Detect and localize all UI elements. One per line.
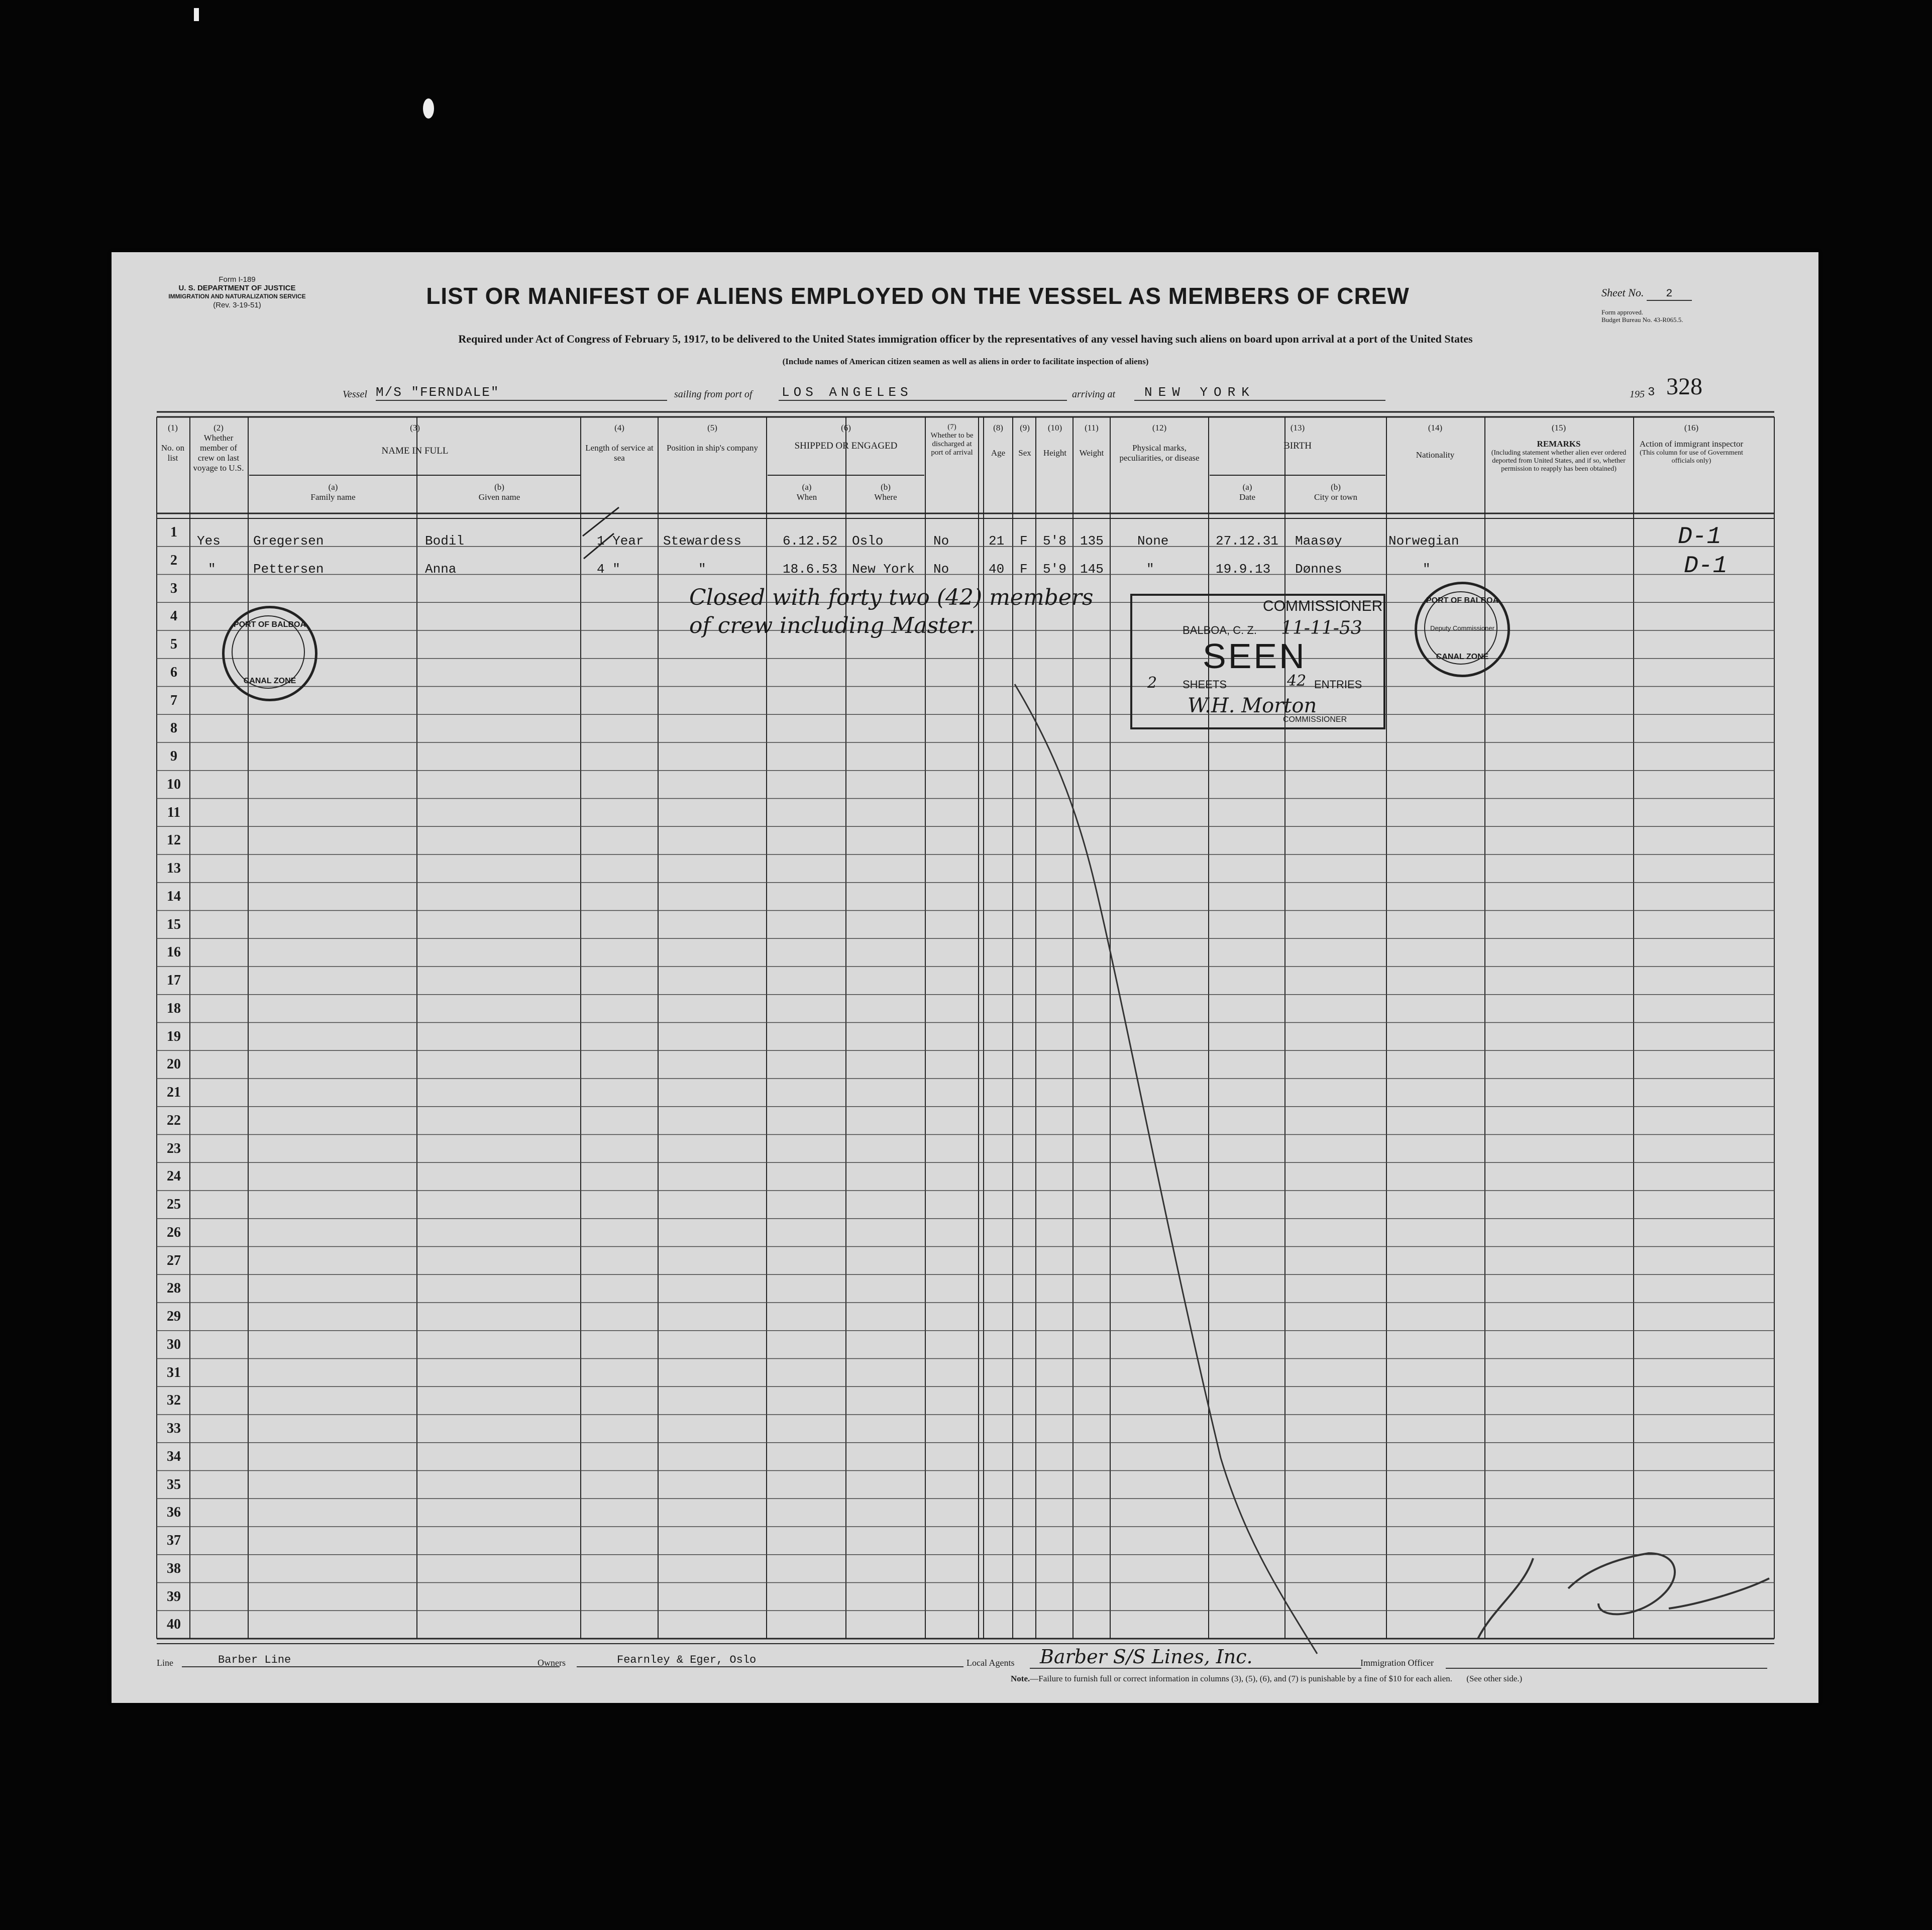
cell-service: 1 Year: [597, 533, 644, 549]
col6b-header: [847, 482, 924, 502]
col16-label: Action of immigrant inspector: [1639, 439, 1744, 449]
cell-sex: F: [1020, 562, 1028, 577]
col13a-label: Date: [1239, 492, 1256, 502]
col1-header: [157, 423, 189, 463]
stamp-bottom: COMMISSIONER: [1283, 715, 1347, 724]
stamp-seen-word: SEEN: [1203, 636, 1307, 676]
col10-header: [1037, 423, 1073, 458]
footer-agents-value: Barber S/S Lines, Inc.: [1030, 1646, 1361, 1669]
row-number: 5: [170, 636, 177, 652]
cell-action: D-1: [1678, 523, 1722, 551]
col10-num: (10): [1047, 423, 1062, 433]
col2-label: Whether member of crew on last voyage to U.S.: [193, 433, 244, 473]
row-number: 17: [167, 973, 181, 988]
col7-header: [926, 423, 978, 457]
seal-right-bottom: CANAL ZONE: [1436, 653, 1489, 661]
row-number: 20: [167, 1056, 181, 1073]
cell-family-name: Gregersen: [253, 533, 324, 549]
stamp-sheets-count: 2: [1147, 674, 1157, 692]
stamp-top: COMMISSIONER: [1263, 598, 1383, 614]
row-number: 10: [167, 776, 181, 792]
col6-num: (6): [841, 423, 851, 433]
row-number: 7: [170, 692, 177, 708]
col13b-header: [1286, 482, 1385, 502]
row-number: 29: [167, 1309, 181, 1324]
row-number: 31: [167, 1364, 181, 1380]
col4-num: (4): [614, 423, 624, 433]
arriving-value: NEW YORK: [1134, 385, 1385, 401]
seal-right-top: PORT OF BALBOA: [1426, 596, 1498, 605]
col6-header: [768, 423, 924, 451]
row-number: 37: [167, 1533, 181, 1548]
footer-owners-value: Fearnley & Eger, Oslo: [577, 1654, 963, 1667]
cell-nationality: ": [1423, 562, 1431, 577]
footer-note: [1011, 1674, 1522, 1684]
col13-num: (13): [1290, 423, 1305, 433]
row-number: 34: [167, 1448, 181, 1464]
col6-label: SHIPPED OR ENGAGED: [794, 441, 898, 451]
footer-note-label: Note.: [1011, 1674, 1030, 1683]
cell-marks: None: [1137, 533, 1169, 549]
row-number: 9: [170, 748, 177, 764]
col4-label: Length of service at sea: [585, 443, 654, 463]
row-number: 28: [167, 1280, 181, 1297]
cell-position: Stewardess: [663, 533, 742, 549]
cell-where: Oslo: [852, 533, 884, 549]
col2-header: [191, 423, 246, 473]
seen-stamp: [1130, 594, 1385, 729]
row-number: 12: [167, 832, 181, 848]
col14-num: (14): [1428, 423, 1443, 433]
arriving-label: arriving at: [1072, 389, 1116, 400]
footer-see-other: (See other side.): [1466, 1674, 1523, 1683]
col3a-header: [249, 482, 417, 502]
cell-given-name: Bodil: [425, 533, 465, 549]
cell-service: 4 ": [597, 562, 620, 577]
row-number: 36: [167, 1505, 181, 1521]
col14-label: Nationality: [1416, 450, 1455, 460]
cell-when: 6.12.52: [783, 533, 838, 549]
col6a-letter: (a): [802, 482, 812, 492]
stamp-entries-count: 42: [1287, 672, 1307, 690]
col3b-header: [418, 482, 581, 502]
col12-header: [1111, 423, 1208, 463]
stamp-place: BALBOA, C. Z.: [1183, 624, 1257, 636]
footer-line-label: Line: [157, 1658, 173, 1668]
footer-owners-label: Owners: [538, 1658, 566, 1668]
year-prefix: 195: [1630, 389, 1645, 400]
footer-officer-label: Immigration Officer: [1360, 1658, 1434, 1668]
cell-when: 18.6.53: [783, 562, 838, 577]
cell-whether: ": [208, 562, 216, 577]
manifest-sheet: [112, 252, 1818, 1703]
col13b-letter: (b): [1331, 482, 1341, 492]
row-number: 18: [167, 1000, 181, 1016]
film-speck: [194, 8, 199, 21]
col15-header: [1486, 423, 1632, 473]
col8-num: (8): [993, 423, 1003, 433]
footer-line-value: Barber Line: [182, 1654, 560, 1667]
row-number: 11: [167, 804, 181, 820]
row-number: 38: [167, 1560, 181, 1576]
seal-left-top: PORT OF BALBOA: [234, 620, 306, 629]
page-title: LIST OR MANIFEST OF ALIENS EMPLOYED ON THE VESSEL AS MEMBERS OF CREW: [426, 283, 1410, 309]
cell-birth-date: 19.9.13: [1216, 562, 1271, 577]
col13b-label: City or town: [1314, 492, 1357, 502]
row-number: 14: [167, 888, 181, 904]
row-number: 33: [167, 1421, 181, 1436]
col3b-letter: (b): [494, 482, 504, 492]
col1-num: (1): [168, 423, 178, 433]
col14-header: [1387, 423, 1483, 460]
col3-num: (3): [410, 423, 420, 433]
col4-header: [582, 423, 657, 463]
col3-header: [249, 423, 581, 456]
cell-given-name: Anna: [425, 562, 457, 577]
cell-where: New York: [852, 562, 915, 577]
service-checkmarks: [583, 507, 619, 559]
approval-line2: Budget Bureau No. 43-R065.5.: [1601, 316, 1683, 324]
cell-weight: 145: [1080, 562, 1104, 577]
cell-height: 5'8: [1043, 533, 1066, 549]
col9-num: (9): [1020, 423, 1030, 433]
cell-nationality: Norwegian: [1388, 533, 1459, 549]
approval-line1: Form approved.: [1601, 308, 1644, 316]
footer-agents-label: Local Agents: [967, 1658, 1015, 1668]
row-number: 26: [167, 1224, 181, 1240]
row-number: 1: [170, 524, 177, 540]
note-line1: Closed with forty two (42) members: [689, 585, 1094, 610]
row-number: 3: [170, 580, 177, 596]
col1-label: No. on list: [161, 443, 185, 463]
pencil-line: [1015, 684, 1317, 1654]
cell-height: 5'9: [1043, 562, 1066, 577]
footer: [157, 1646, 1784, 1692]
row-number: 35: [167, 1476, 181, 1492]
port-seal-right: [1415, 582, 1510, 677]
row-number: 8: [170, 720, 177, 736]
row-number: 2: [170, 552, 177, 568]
col7-num: (7): [947, 423, 956, 431]
sailing-label: sailing from port of: [674, 389, 753, 400]
row-number: 15: [167, 916, 181, 932]
col6a-header: [768, 482, 846, 502]
cell-position: ": [698, 562, 706, 577]
col3-label: NAME IN FULL: [381, 446, 449, 456]
row-number: 24: [167, 1168, 181, 1185]
col3a-label: Family name: [310, 492, 356, 502]
col16-sub: (This column for use of Government officials only): [1640, 449, 1743, 465]
col12-label: Physical marks, peculiarities, or disease: [1119, 443, 1200, 463]
stamp-sheets-label: SHEETS: [1183, 678, 1227, 691]
col6a-label: When: [796, 492, 817, 502]
stamp-signature: W.H. Morton: [1188, 694, 1317, 717]
form-number: Form I-189: [219, 275, 256, 284]
col15-label: REMARKS: [1537, 439, 1581, 449]
cell-age: 40: [989, 562, 1005, 577]
subtitle-note: (Include names of American citizen seamen as well as aliens in order to facilitate inspection of aliens): [782, 357, 1149, 366]
subtitle: Required under Act of Congress of February 5, 1917, to be delivered to the United States immigration officer by the representatives of any vessel having such aliens on board upon arrival at a port of the United States: [458, 333, 1473, 345]
col5-header: [659, 423, 766, 453]
cell-sex: F: [1020, 533, 1028, 549]
row-number: 6: [170, 664, 177, 680]
handwritten-closing-note: [689, 584, 1094, 640]
col3a-letter: (a): [328, 482, 338, 492]
note-line2: of crew including Master.: [689, 613, 976, 638]
cell-discharged: No: [933, 562, 949, 577]
col11-label: Weight: [1079, 448, 1104, 458]
sailing-value: LOS ANGELES: [779, 385, 1067, 401]
row-number: 22: [167, 1112, 181, 1128]
col5-num: (5): [707, 423, 717, 433]
sheet-value: 2: [1647, 287, 1692, 301]
col12-num: (12): [1152, 423, 1167, 433]
sheet-label: Sheet No.: [1601, 286, 1644, 299]
page-number: 328: [1666, 373, 1702, 400]
col16-header: [1635, 423, 1748, 465]
col13a-letter: (a): [1242, 482, 1252, 492]
cell-whether: Yes: [197, 533, 221, 549]
row-number: 4: [170, 608, 177, 624]
col13a-header: [1210, 482, 1285, 502]
row-number: 27: [167, 1252, 181, 1268]
col16-num: (16): [1684, 423, 1699, 433]
row-number: 16: [167, 944, 181, 960]
stamp-entries-label: ENTRIES: [1314, 678, 1362, 691]
col9-label: Sex: [1018, 448, 1031, 458]
vessel-value: M/S "FERNDALE": [376, 385, 667, 401]
year-suffix: 3: [1648, 386, 1655, 399]
officer-signature-scribble: [1478, 1553, 1769, 1639]
film-speck: [423, 98, 434, 119]
form-revision: (Rev. 3-19-51): [213, 301, 261, 309]
col6b-label: Where: [874, 492, 897, 502]
col8-header: [985, 423, 1012, 458]
col13-label: BIRTH: [1283, 441, 1312, 451]
seal-right-middle: Deputy Commissioner: [1430, 624, 1494, 632]
row-number: 39: [167, 1588, 181, 1604]
cell-birth-date: 27.12.31: [1216, 533, 1278, 549]
row-number: 40: [167, 1617, 181, 1633]
col13-header: [1210, 423, 1385, 451]
footer-officer-field: [1446, 1654, 1767, 1669]
col9-header: [1014, 423, 1036, 458]
row-number: 23: [167, 1140, 181, 1156]
row-number: 19: [167, 1028, 181, 1044]
col7-label: Whether to be discharged at port of arrival: [930, 432, 974, 457]
col15-num: (15): [1551, 423, 1566, 433]
row-number: 30: [167, 1336, 181, 1352]
cell-birth-city: Maasøy: [1295, 533, 1342, 549]
col8-label: Age: [991, 448, 1006, 458]
form-service: IMMIGRATION AND NATURALIZATION SERVICE: [168, 293, 306, 300]
col11-header: [1074, 423, 1109, 458]
col15-sub: (Including statement whether alien ever ordered deported from United States, and if so, whether permission to reapply has been obtained): [1491, 449, 1627, 473]
row-number: 21: [167, 1085, 181, 1100]
cell-family-name: Pettersen: [253, 562, 324, 577]
port-seal-left: [222, 606, 317, 701]
cell-action: D-1: [1684, 553, 1728, 580]
col5-label: Position in ship's company: [666, 443, 759, 453]
cell-weight: 135: [1080, 533, 1104, 549]
row-number: 13: [167, 861, 181, 876]
vessel-label: Vessel: [343, 389, 367, 400]
cell-marks: ": [1146, 562, 1154, 577]
cell-age: 21: [989, 533, 1005, 549]
stamp-date: 11-11-53: [1281, 618, 1362, 638]
row-number: 25: [167, 1197, 181, 1212]
col2-num: (2): [213, 423, 224, 433]
col3b-label: Given name: [478, 492, 520, 502]
col6b-letter: (b): [881, 482, 891, 492]
col10-label: Height: [1043, 448, 1067, 458]
form-department: U. S. DEPARTMENT OF JUSTICE: [178, 284, 296, 292]
row-number: 32: [167, 1392, 181, 1409]
col11-num: (11): [1085, 423, 1099, 433]
seal-left-bottom: CANAL ZONE: [243, 677, 296, 685]
cell-birth-city: Dønnes: [1295, 562, 1342, 577]
footer-note-text: —Failure to furnish full or correct information in columns (3), (5), (6), and (7) is punishable by a fine of $10 for each alien.: [1030, 1674, 1453, 1683]
cell-discharged: No: [933, 533, 949, 549]
